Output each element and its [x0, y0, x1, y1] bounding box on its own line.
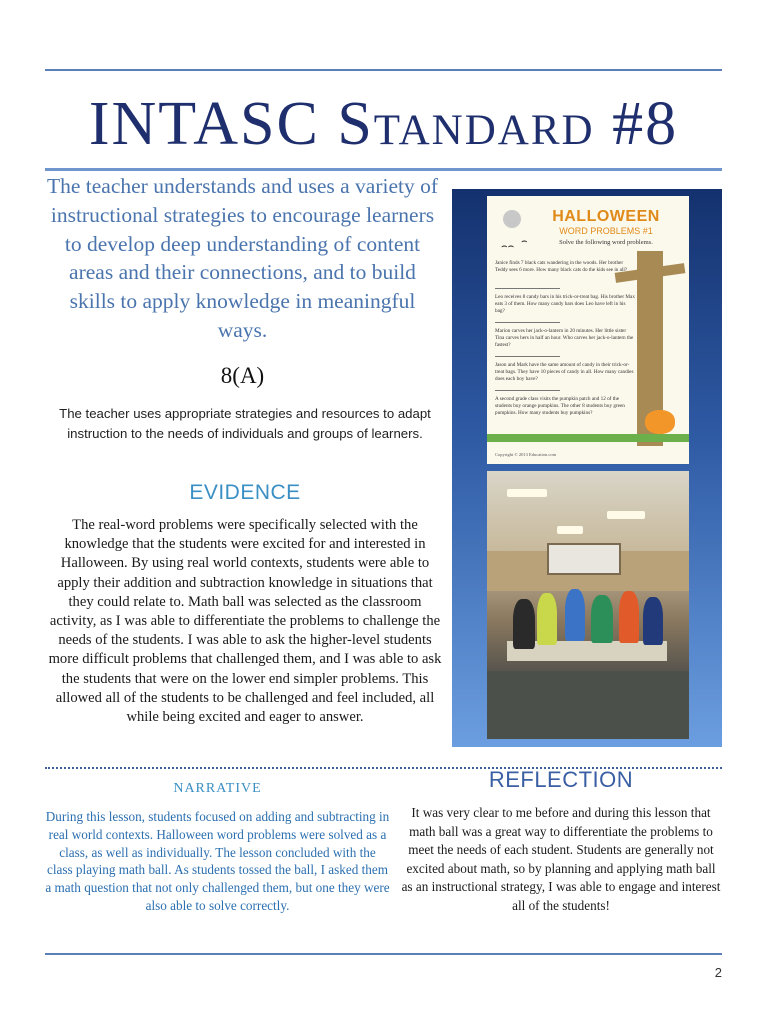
photo-panel — [452, 189, 722, 747]
ceiling-light — [507, 489, 547, 497]
student — [537, 593, 557, 645]
pumpkin-icon — [645, 410, 675, 434]
bat-icon: ⌢⌢ — [501, 241, 515, 252]
student — [643, 597, 663, 645]
page-number: 2 — [714, 965, 722, 980]
ceiling-light — [557, 526, 583, 534]
worksheet-instructions: Solve the following word problems. — [559, 239, 653, 246]
reflection-heading: REFLECTION — [488, 767, 634, 792]
classroom-floor — [487, 671, 689, 739]
page-title: INTASC Standard #8 — [88, 90, 679, 158]
narrative-heading: NARRATIVE — [173, 781, 262, 796]
answer-line — [495, 356, 560, 357]
substandard-text: The teacher uses appropriate strategies and resources to adapt instruction to the needs of individuals and groups of learners. — [59, 406, 431, 441]
whiteboard — [547, 543, 621, 575]
worksheet-problem: Janice finds 7 black cats wandering in the woods. Her brother Teddy sees 6 more. How many black cats do the kids see in all? — [495, 260, 628, 273]
moon-icon — [503, 210, 521, 228]
standard-statement: The teacher understands and uses a variety of instructional strategies to encourage learners to develop deep understanding of content areas and their connections, and to build skills to apply knowledge in meaningful ways. — [46, 174, 439, 342]
answer-line — [495, 288, 560, 289]
grass-strip — [487, 434, 689, 442]
bat-icon: ⌢ — [521, 236, 528, 247]
bottom-rule — [45, 953, 722, 955]
worksheet-title: HALLOWEEN — [552, 208, 660, 225]
narrative-text: During this lesson, students focused on adding and subtracting in real world contexts. Halloween word problems were solved as a class, as well as individually. The lesson concluded with the class playing math ball. As students tossed the ball, I asked them a math question that not only challenged them, but one they were also able to solve correctly. — [45, 809, 390, 913]
reflection-text: It was very clear to me before and during this lesson that math ball was a great way to differentiate the problems to meet the needs of each student. Students are generally not excited about math, so by planning and applying math ball as an instructional strategy, I was able to engage and interest all of the students! — [401, 805, 721, 913]
evidence-text: The real-word problems were specifically selected with the knowledge that the students were excited for and interested in Halloween. By using real world contexts, students were able to apply their addition and subtraction knowledge in situations that they could relate to. Math ball was selected as the classroom activity, as I was able to differentiate the problems to challenge the needs of the students. I was able to ask the higher-level students more difficult problems that challenged them, and I was able to ask the students that were on the lower end simpler problems. This allowed all of the students to be challenged and feel included, all while being excited and eager to answer. — [48, 517, 442, 726]
evidence-heading: EVIDENCE — [189, 481, 301, 504]
worksheet-problem: Marion carves her jack-o-lantern in 20 minutes. Her little sister Tina carves hers in half an hour. Who carves her jack-o-lantern the fastest? — [495, 328, 634, 348]
answer-line — [495, 322, 560, 323]
student — [565, 589, 585, 641]
worksheet-footer: Copyright © 2013 Education.com — [495, 452, 557, 457]
student — [591, 595, 613, 643]
substandard-id: 8(A) — [220, 363, 265, 388]
worksheet-problem: A second grade class visits the pumpkin patch and 12 of the students buy orange pumpkins. The other 8 students buy green pumpkins. How many students buy pumpkins? — [495, 396, 625, 416]
worksheet-problem: Jason and Mark have the same amount of candy in their trick-or-treat bags. They have 10 pieces of candy in all. How many candies does each boy have? — [495, 362, 634, 382]
classroom-photo — [487, 471, 689, 739]
student — [619, 591, 639, 643]
answer-line — [495, 390, 560, 391]
worksheet-problem: Leo receives 8 candy bars in his trick-or-treat bag. His brother Max eats 3 of them. How many candy bars does Leo have left in his bag? — [495, 294, 635, 314]
title-rule — [45, 168, 722, 171]
worksheet-subtitle: WORD PROBLEMS #1 — [559, 226, 653, 236]
ceiling-light — [607, 511, 645, 519]
student — [513, 599, 535, 649]
worksheet-image — [487, 196, 689, 464]
top-rule — [45, 69, 722, 71]
